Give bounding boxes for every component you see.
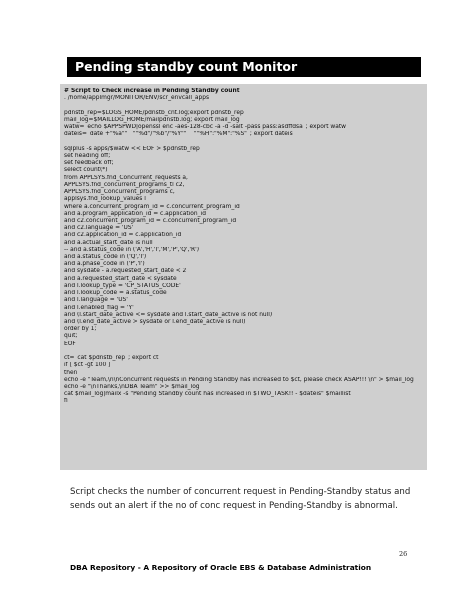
code-line: and l.lookup_type = 'CP_STATUS_CODE' <box>64 282 181 289</box>
code-line: and c2.concurrent_program_id = c.concurrent_program_id <box>64 217 237 224</box>
page-number: 26 <box>399 550 408 558</box>
code-line: set heading off; <box>64 152 111 159</box>
code-line: cat $mail_log|mailx -s "Pending Standby count has increased in $TWO_TASK!! - $dateis" $maillist <box>64 391 351 398</box>
code-line: sqlplus -s apps/$watw << EOF > $pdnstb_rep <box>64 145 200 152</box>
code-line: quit; <box>64 333 78 340</box>
code-line: -- and a.status_code in ('A','H','I','M','P','Q','R') <box>64 246 199 253</box>
page-footer: DBA Repository - A Repository of Oracle EBS & Database Administration <box>70 563 372 572</box>
code-line: and a.actual_start_date is null <box>64 239 153 246</box>
code-line: EOF <box>64 340 76 347</box>
code-line: APPLSYS.fnd_concurrent_programs_tl c2, <box>64 181 185 188</box>
code-line: dateis=`date +"%a"" ""%d"/"%b"/"%Y"" ""%H":"%M":"%S"`; export dateis <box>64 131 293 138</box>
code-line: and a.program_application_id = c.application_id <box>64 210 206 217</box>
code-line: . /home/applmgr/MONITOR/ENV/scr_envcall_apps <box>64 95 210 102</box>
code-line: and a.status_code in ('Q','I') <box>64 254 147 261</box>
code-line: pdnstb_rep=$LOGS_HOME/pdnstb_cnt.log;export pdnstb_rep <box>64 109 244 116</box>
code-line: and l.language = 'US' <box>64 297 128 304</box>
code-line: set feedback off; <box>64 160 114 167</box>
code-line: and a.requested_start_date < sysdate <box>64 275 177 282</box>
code-line: APPLSYS.fnd_Concurrent_programs c, <box>64 189 175 196</box>
code-line <box>64 139 427 146</box>
description-text: Script checks the number of concurrent request in Pending-Standby status and sends out an alert if the no of conc request in Pending-Standby is abnormal. <box>70 487 411 511</box>
code-line: echo -e "Team,\n\nConcurrent requests in Pending Standby has increased to $ct, please check ASAP!!! \n" > $mail_log <box>64 376 414 383</box>
code-line: and sysdate - a.requested_start_date < 2 <box>64 268 187 275</box>
code-line: and c2.language = 'US' <box>64 225 134 232</box>
code-line: applsys.fnd_lookup_values l <box>64 196 146 203</box>
code-line: and (l.start_date_active <= sysdate and l.start_date_active is not null) <box>64 311 273 318</box>
code-line: order by 1; <box>64 326 97 333</box>
code-line <box>64 348 427 355</box>
code-line <box>64 102 427 109</box>
code-line: ct=`cat $pdnstb_rep`; export ct <box>64 355 159 362</box>
code-line: watw=`echo $APPSPWD|openssl enc -aes-128-cbc -a -d -salt -pass pass:asdffdsa`; export watw <box>64 124 346 131</box>
section-title: Pending standby count Monitor <box>67 57 421 77</box>
code-line: then <box>64 369 78 376</box>
code-line: echo -e "\nThanks,\nDBA Team" >> $mail_log <box>64 383 200 390</box>
code-line: if [ $ct -gt 100 ] <box>64 362 111 369</box>
code-block <box>60 84 427 470</box>
code-line: and (l.end_date_active > sysdate or l.end_date_active is null) <box>64 319 246 325</box>
code-line: select count(*) <box>64 167 108 174</box>
code-line: and c2.application_id = c.application_id <box>64 232 182 239</box>
code-heading: # Script to Check increase in Pending Standby count <box>64 88 240 94</box>
code-line: and l.lookup_code = a.status_code <box>64 290 167 297</box>
code-line: and a.phase_code in ('P','I') <box>64 261 145 268</box>
code-line: where a.concurrent_program_id = c.concurrent_program_id <box>64 203 240 210</box>
code-line: from APPLSYS.fnd_Concurrent_requests a, <box>64 174 188 181</box>
code-line: mail_log=$MAILLOG_HOME/mailpdnstb.log; export mail_log <box>64 116 240 123</box>
code-line: fi <box>64 398 68 405</box>
code-line: and l.enabled_flag = 'Y' <box>64 304 134 311</box>
